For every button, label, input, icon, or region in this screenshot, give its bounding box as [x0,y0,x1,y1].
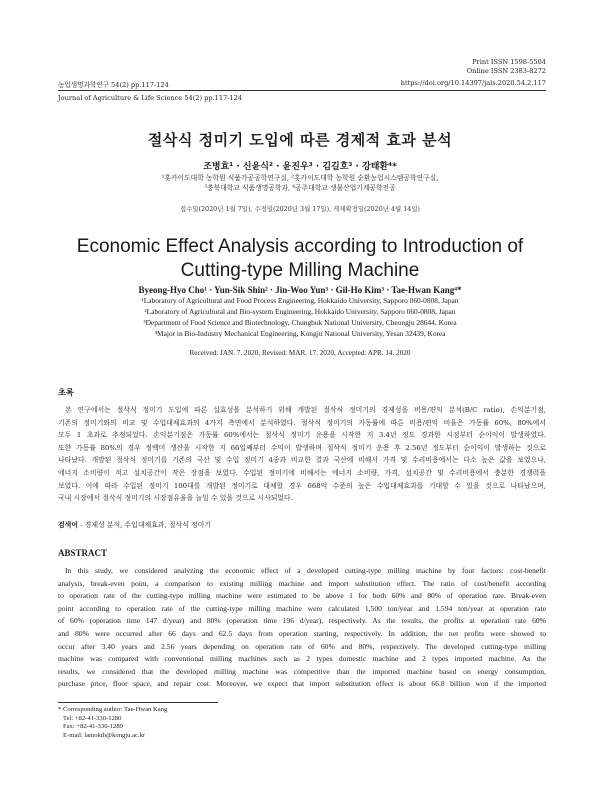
title-en-line: Economic Effect Analysis according to Introduction of [76,236,524,257]
abstract-ko-line: 에너지 소비량이 적고 설치공간이 작은 장점을 보였다. 수입된 정미기에 비해서는 에너지 소비량, 가격, 설치공간 및 수리비용에서 충분한 경쟁력을 [58,468,546,477]
affiliation-ko-line: ³충북대학교 식품생명공학과, ⁴공주대학교 생물산업기계공학전공 [204,184,396,192]
online-issn: Online ISSN 2383-8272 [466,67,546,75]
abstract-en-line: results, we considered that the developed milling machine was competitive than the imported machine based on energy consumption, [58,666,546,676]
affiliation-en-line: ⁴Major in Bio-Industry Mechanical Engineering, Kongju National University, Yesan 32439, Korea [154,329,446,338]
corresponding-author-footnote [58,706,167,740]
abstract-en-line: to operation rate of the cutting-type milling machine were estimated to be above 1 for both 60% and 80% of operation rate. Break-even [58,591,546,601]
header-rule [58,90,546,91]
abstract-ko-line: 보였다. 이에 따라 수입된 정미기 100대를 개발된 정미기로 대체할 경우 668억 수준의 높은 수입대체효과를 기대할 수 있을 것으로 나타났으며, [58,481,546,490]
footnote-email[interactable]: E-mail: lamokth@kongju.ac.kr [63,731,146,739]
issn-block [467,58,546,76]
affiliations-en [0,295,600,339]
keywords-text: - 경제성 분석, 수입대체효과, 절삭식 정미기 [77,521,211,529]
title-en-line: Cutting-type Milling Machine [180,260,420,281]
received-dates-en: Received: JAN. 7. 2020, Revised: MAR. 17. 2020, Accepted: APR. 14. 2020 [189,349,411,357]
abstract-en-line: and 80% were occurred after 66 days and 62.5 days from operation starting, respectively. In addition, the net profits were showed to [58,628,546,638]
abstract-ko-heading: 초록 [58,387,74,397]
affiliation-en-line: ¹Laboratory of Agricultural and Food Process Engineering, Hokkaido University, Sapporo 060-0808, Japan [141,296,459,305]
authors-ko: 조병효¹ · 신윤식² · 윤진우³ · 김길호³ · 강태환⁴* [203,162,397,172]
affiliation-en-line: ²Laboratory of Agricultural and Bio-system Engineering, Hokkaido University, Sapporo 060-0808, Japan [144,307,456,316]
abstract-en-line: machine was compared with conventional milling machines such as 2 types domestic machine and 2 types imported machine. As the [58,654,546,664]
footnote-line: * Corresponding author: Tae-Hwan Kang [58,706,168,713]
abstract-en-line: occur after 3.40 years and 2.56 years depending on operation rate of 60% and 80%, respectively. The developed cutting-type milling [58,641,546,651]
abstract-en-heading: ABSTRACT [58,548,108,558]
keywords-ko [58,519,211,529]
abstract-ko-line: 국내 시장에서 절삭식 정미기의 시장점유율을 늘일 수 있을 것으로 시사되었다. [58,494,293,503]
received-dates-ko: 접수일(2020년 1월 7일), 수정일(2020년 3월 17일), 게재확정일(2020년 4월 14일) [179,205,421,213]
title-en [0,235,600,283]
abstract-ko-line: 본 연구에서는 절삭식 정미기 도입에 따른 실효성을 분석하기 위해 개발된 절삭식 정미기의 경제성을 비용/편익 분석(B/C ratio), 손익분기점, [65,406,546,414]
abstract-en-body [58,565,546,691]
title-ko: 절삭식 정미기 도입에 따른 경제적 효과 분석 [147,131,453,149]
affiliation-en-line: ³Department of Food Science and Biotechnology, Chungbuk National University, Cheongju 28644, Korea [143,318,457,327]
abstract-ko-line: 나타났다. 개발된 절삭식 정미기를 기존의 국산 및 수입 정미기 4종과 비교한 결과 국산에 비해서 가격 및 수리비용에서는 다소 높은 값을 보였으나, [58,456,546,465]
affiliations-ko [0,173,600,193]
footnote-fax: Fax: +82-41-330-1289 [63,723,123,731]
keywords-label: 검색어 [58,521,78,529]
abstract-ko-body [58,404,546,505]
abstract-ko-line: 또한 가동률 80%의 경우 정백미 생산을 시작한 지 66일째부터 수익이 발생하며 절삭식 정미기 운용 후 2.56년 정도부터 순이익이 발생하는 것으로 [58,443,546,452]
print-issn: Print ISSN 1598-5504 [472,58,546,66]
footnote-rule [58,702,218,703]
footnote-tel: Tel: +82-41-330-1280 [63,714,122,722]
doi-link[interactable]: https://doi.org/10.14397/jals.2020.54.2.117 [400,79,546,87]
authors-en: Byeong-Hyo Cho¹ · Yun-Sik Shin² · Jin-Woo Yun³ · Gil-Ho Kim³ · Tae-Hwan Kang⁴* [138,285,462,295]
journal-header-ko: 농업생명과학연구 54(2) pp.117-124 [58,81,169,89]
abstract-en-line: analysis, break-even point, a comparison to existing milling machine and import substitution effect. The ratio of cost/benefit according [58,578,546,588]
abstract-en-line: In this study, we considered analyzing the economic effect of a developed cutting-type milling machine by four factors: cost-benefit [65,566,546,575]
abstract-en-line: purchase price, floor space, and repair cost. Moreover, we expect that import substitution effect is about 66.8 billion won if the imported [58,679,546,689]
abstract-en-line: point according to operation rate of the cutting-type milling machine were calculated 1,500 ton/year and 1,594 ton/year at operation rate [58,603,546,613]
journal-header-en: Journal of Agriculture & Life Science 54(2) pp.117-124 [58,94,243,102]
affiliation-ko-line: ¹홋카이도대학 농학원 식품가공공학연구실, ²홋카이도대학 농학원 순환농업시스템공학연구실, [161,174,439,182]
abstract-en-line: of 60% (operation time 147 d/year) and 80% (operation time 196 d/year), respectively. As the results, the profits at operation rate 60% [58,616,546,626]
abstract-ko-line: 모두 1 초과로 추정되었다. 손익분기점은 가동률 60%에서는 절삭식 정미기 운용을 시작한 지 3.4년 정도 경과한 시점부터 순이익이 발생하였다. [58,431,546,440]
abstract-ko-line: 기존의 정미기와의 비교 및 수입대체효과의 4가지 측면에서 분석하였다. 절삭식 정미기의 가동률에 따른 비용/편익 비율은 가동률 60%, 80%에서 [58,418,546,427]
